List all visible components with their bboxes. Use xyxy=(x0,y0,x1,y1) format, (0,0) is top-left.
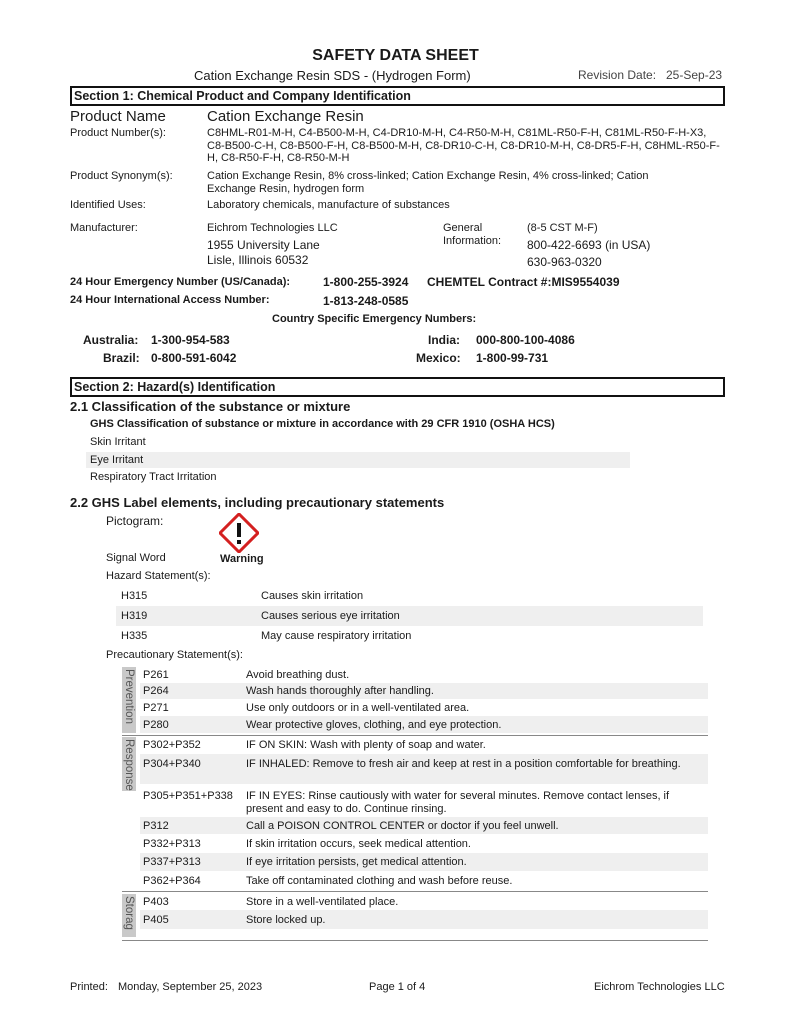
precaution-text: IF ON SKIN: Wash with plenty of soap and water. xyxy=(246,739,486,751)
product-numbers-label: Product Number(s): xyxy=(70,127,166,139)
hazard-text: May cause respiratory irritation xyxy=(261,630,412,642)
precaution-code: P302+P352 xyxy=(143,739,201,751)
brazil-number: 0-800-591-6042 xyxy=(151,351,237,365)
section-2-heading: Section 2: Hazard(s) Identification xyxy=(70,377,725,397)
general-info-label: General xyxy=(443,222,483,234)
emergency-label: 24 Hour Emergency Number (US/Canada): xyxy=(70,276,291,288)
product-numbers: C8HML-R01-M-H, C4-B500-M-H, C4-DR10-M-H, C4-R50-M-H, C81ML-R50-F-H, C81ML-R50-F-H-X3, C8-B500-C-H, C8-B500-F-H, C8-B500-M-H, C8-DR10-C-H, C8-DR10-M-H, C8-DR5-F-H, C8HML-R50-F-H, C8-R50-F-H, C8-R50-M-H xyxy=(207,127,720,164)
response-group-label: Response xyxy=(123,739,135,791)
mexico-number: 1-800-99-731 xyxy=(476,351,549,365)
section-1-heading: Section 1: Chemical Product and Company Identification xyxy=(70,86,725,106)
exclamation-mark-diamond-icon xyxy=(219,513,259,553)
general-hours: (8-5 CST M-F) xyxy=(527,222,598,234)
page-number: Page 1 of 4 xyxy=(369,981,426,993)
classification-skin: Skin Irritant xyxy=(90,436,146,448)
prevention-group-label: Prevention xyxy=(122,667,136,733)
precaution-text: IF INHALED: Remove to fresh air and keep at rest in a position comfortable for breathing. xyxy=(246,758,681,770)
precaution-code: P280 xyxy=(143,719,169,731)
hazard-text: Causes serious eye irritation xyxy=(261,610,400,622)
hazard-code: H315 xyxy=(121,590,148,602)
general-phone-2: 630-963-0320 xyxy=(527,255,602,269)
row-shade xyxy=(86,452,630,468)
manufacturer-name: Eichrom Technologies LLC xyxy=(207,222,338,234)
signal-word: Warning xyxy=(220,553,264,565)
precaution-code: P405 xyxy=(143,914,169,926)
international-label: 24 Hour International Access Number: xyxy=(70,294,270,306)
precaution-text: Store in a well-ventilated place. xyxy=(246,896,399,908)
classification-respiratory: Respiratory Tract Irritation xyxy=(90,471,217,483)
hazard-code: H335 xyxy=(121,630,148,642)
product-name: Cation Exchange Resin xyxy=(207,108,364,125)
emergency-number: 1-800-255-3924 xyxy=(323,275,409,289)
document-subtitle: Cation Exchange Resin SDS - (Hydrogen Form) xyxy=(194,68,471,83)
ghs-classification-heading: GHS Classification of substance or mixture in accordance with 29 CFR 1910 (OSHA HCS) xyxy=(90,418,555,430)
revision-label: Revision Date: xyxy=(578,68,657,82)
precaution-code: P337+P313 xyxy=(143,856,201,868)
signal-word-label: Signal Word xyxy=(106,552,166,564)
precaution-text: Avoid breathing dust. xyxy=(246,669,350,681)
hazard-code: H319 xyxy=(121,610,148,622)
subsection-2-2-title: 2.2 GHS Label elements, including precautionary statements xyxy=(70,495,445,510)
synonyms-label: Product Synonym(s): xyxy=(70,170,173,182)
precaution-code: P261 xyxy=(143,669,169,681)
table-bottom-rule xyxy=(122,940,708,941)
brazil-label: Brazil: xyxy=(103,351,140,365)
subsection-2-1-title: 2.1 Classification of the substance or mixture xyxy=(70,399,351,414)
hazard-text: Causes skin irritation xyxy=(261,590,364,602)
group-divider xyxy=(122,735,708,736)
general-info-label-2: Information: xyxy=(443,235,502,247)
precaution-code: P332+P313 xyxy=(143,838,201,850)
printed-date: Monday, September 25, 2023 xyxy=(118,981,263,993)
general-phone-usa: 800-422-6693 (in USA) xyxy=(527,238,651,252)
precaution-text: If skin irritation occurs, seek medical attention. xyxy=(246,838,471,850)
storage-group-label: Storag xyxy=(122,894,136,937)
revision-date: 25-Sep-23 xyxy=(666,68,723,82)
precaution-code: P264 xyxy=(143,685,169,697)
manufacturer-label: Manufacturer: xyxy=(70,222,138,234)
manufacturer-city: Lisle, Illinois 60532 xyxy=(207,253,309,267)
printed-label: Printed: xyxy=(70,981,108,993)
precaution-code: P305+P351+P338 xyxy=(143,790,233,802)
australia-label: Australia: xyxy=(83,333,139,347)
classification-eye: Eye Irritant xyxy=(90,454,144,466)
precaution-text: Wear protective gloves, clothing, and eye protection. xyxy=(246,719,502,731)
precaution-text: Store locked up. xyxy=(246,914,326,926)
hazard-statements-label: Hazard Statement(s): xyxy=(106,570,211,582)
row-shade xyxy=(140,910,708,929)
document-title: SAFETY DATA SHEET xyxy=(312,47,479,64)
pictogram-label: Pictogram: xyxy=(106,514,164,528)
identified-uses: Laboratory chemicals, manufacture of substances xyxy=(207,199,450,211)
product-synonyms: Cation Exchange Resin, 8% cross-linked; Cation Exchange Resin, 4% cross-linked; Cation Exchange Resin, hydrogen form xyxy=(207,170,649,195)
international-number: 1-813-248-0585 xyxy=(323,294,409,308)
country-numbers-heading: Country Specific Emergency Numbers: xyxy=(272,313,477,325)
precaution-code: P403 xyxy=(143,896,169,908)
precautionary-statements-label: Precautionary Statement(s): xyxy=(106,649,243,661)
india-number: 000-800-100-4086 xyxy=(476,333,575,347)
precaution-text: Call a POISON CONTROL CENTER or doctor if you feel unwell. xyxy=(246,820,559,832)
precaution-code: P271 xyxy=(143,702,169,714)
precaution-code: P362+P364 xyxy=(143,875,201,887)
mexico-label: Mexico: xyxy=(416,351,461,365)
row-shade xyxy=(116,606,703,626)
australia-number: 1-300-954-583 xyxy=(151,333,230,347)
footer-company: Eichrom Technologies LLC xyxy=(594,981,725,993)
precaution-code: P304+P340 xyxy=(143,758,201,770)
precaution-code: P312 xyxy=(143,820,169,832)
precaution-text: If eye irritation persists, get medical attention. xyxy=(246,856,467,868)
precaution-text: IF IN EYES: Rinse cautiously with water for several minutes. Remove contact lenses, if present and easy to do. Continue rinsing. xyxy=(246,790,670,815)
group-divider xyxy=(122,891,708,892)
india-label: India: xyxy=(428,333,460,347)
precaution-text: Use only outdoors or in a well-ventilated area. xyxy=(246,702,470,714)
manufacturer-street: 1955 University Lane xyxy=(207,238,320,252)
precaution-text: Wash hands thoroughly after handling. xyxy=(246,685,434,697)
chemtel-contract: CHEMTEL Contract #:MIS9554039 xyxy=(427,275,620,289)
precaution-text: Take off contaminated clothing and wash before reuse. xyxy=(246,875,513,887)
identified-uses-label: Identified Uses: xyxy=(70,199,146,211)
product-name-label: Product Name xyxy=(70,108,166,125)
